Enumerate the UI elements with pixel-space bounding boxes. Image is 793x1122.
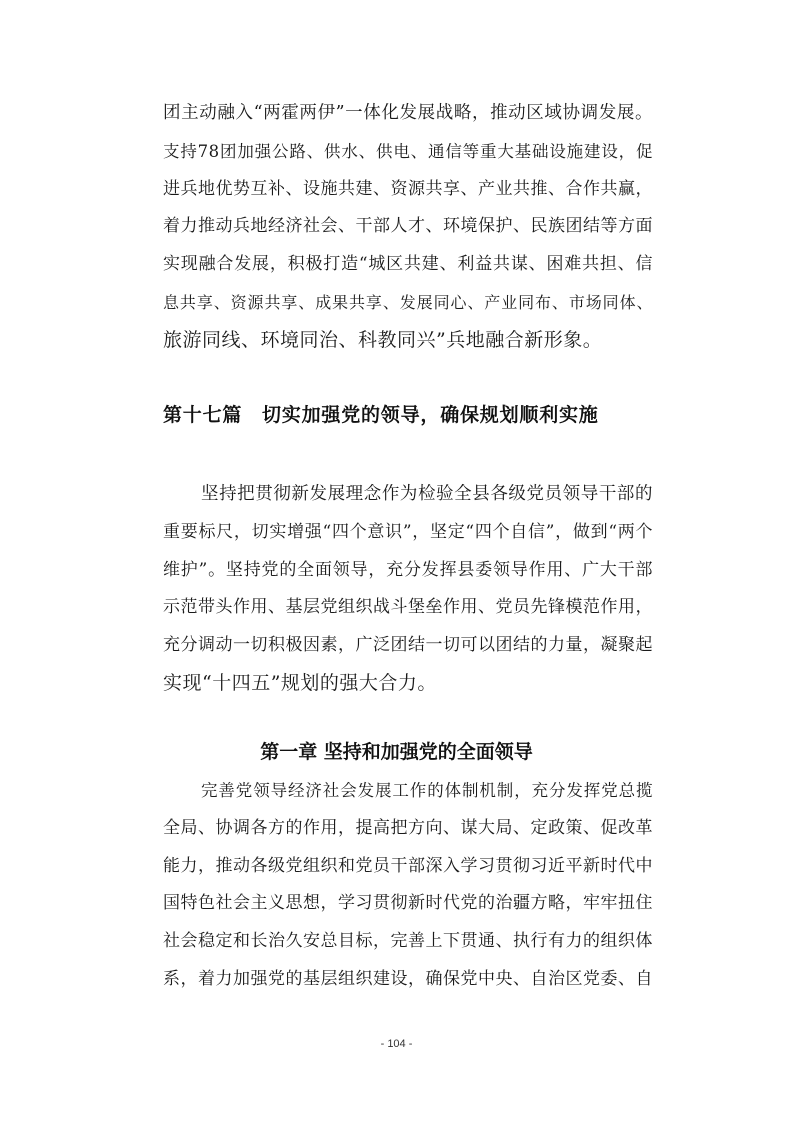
text-line: 坚持把贯彻新发展理念作为检验全县各级党员领导干部的 [201, 484, 653, 504]
text-line: 维护”。坚持党的全面领导，充分发挥县委领导作用、广大干部 [163, 559, 653, 580]
text-line: 旅游同线、环境同治、科教同兴”兵地融合新形象。 [163, 328, 603, 351]
text-line: 进兵地优势互补、设施共建、资源共享、产业共推、合作共赢， [163, 178, 653, 199]
text-line: 充分调动一切积极因素，广泛团结一切可以团结的力量，凝聚起 [163, 635, 653, 656]
text-line: 着力推动兵地经济社会、干部人才、环境保护、民族团结等方面 [163, 216, 653, 237]
text-line: 完善党领导经济社会发展工作的体制机制，充分发挥党总揽 [201, 781, 653, 800]
text-line: 全局、协调各方的作用，提高把方向、谋大局、定政策、促改革 [163, 817, 653, 838]
text-line: 息共享、资源共享、成果共享、发展同心、产业同布、市场同体、 [163, 292, 653, 312]
text-line: 实现“十四五”规划的强大合力。 [163, 671, 437, 694]
text-line: 支持78团加强公路、供水、供电、通信等重大基础设施建设，促 [163, 141, 653, 161]
chapter-heading: 第一章 坚持和加强党的全面领导 [260, 741, 533, 763]
text-line: 社会稳定和长治久安总目标，完善上下贯通、执行有力的组织体 [163, 931, 653, 952]
text-line: 重要标尺，切实增强“四个意识”，坚定“四个自信”，做到“两个 [163, 521, 653, 542]
text-line: 能力，推动各级党组织和党员干部深入学习贯彻习近平新时代中 [163, 855, 653, 876]
text-line: 实现融合发展，积极打造“城区共建、利益共谋、困难共担、信 [163, 254, 653, 275]
paragraph-institutional-mechanism [163, 772, 653, 999]
text-line: 系，着力加强党的基层组织建设，确保党中央、自治区党委、自 [163, 968, 653, 989]
paragraph-party-leadership [163, 476, 653, 703]
page-number: - 104 - [380, 1038, 413, 1050]
text-line: 国特色社会主义思想，学习贯彻新时代党的治疆方略，牢牢扭住 [163, 893, 653, 914]
text-line: 团主动融入“两霍两伊”一体化发展战略，推动区域协调发展。 [163, 103, 653, 123]
text-line: 示范带头作用、基层党组织战斗堡垒作用、党员先锋模范作用， [163, 597, 653, 618]
paragraph-bingdi-integration [163, 95, 653, 360]
section-heading: 第十七篇 切实加强党的领导，确保规划顺利实施 [163, 404, 599, 426]
